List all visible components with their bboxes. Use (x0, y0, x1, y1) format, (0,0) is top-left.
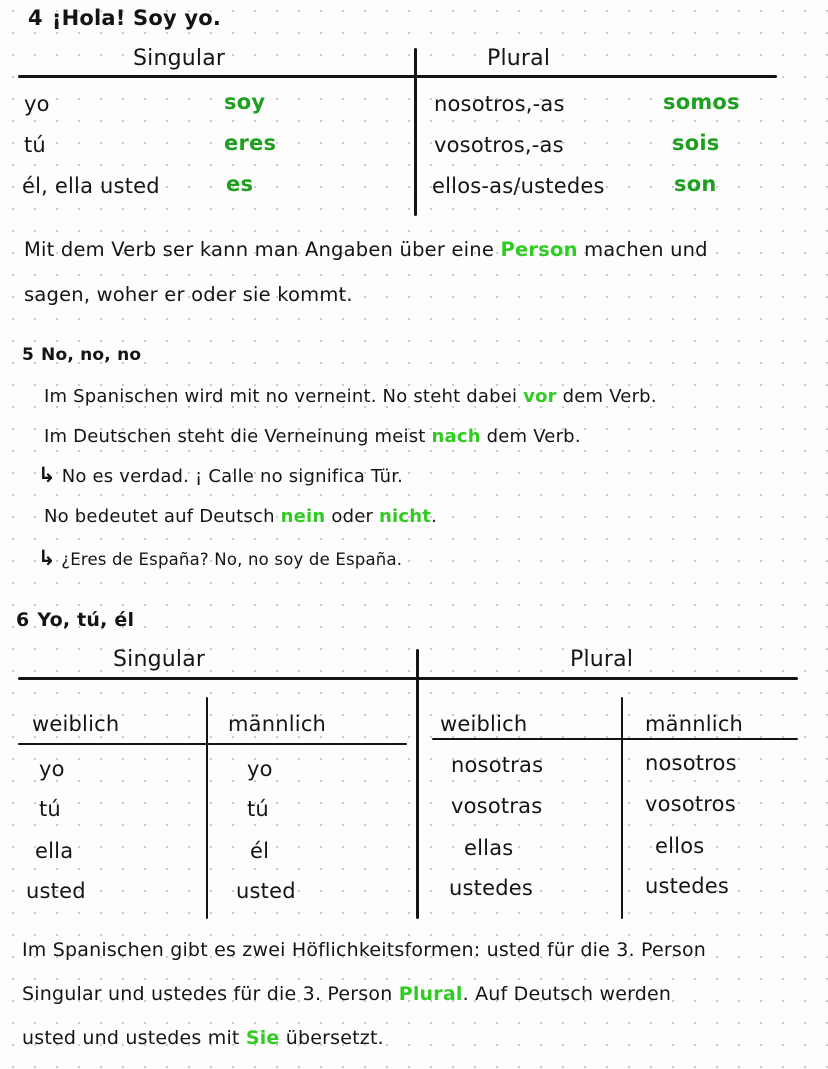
s5-ex2-text: ¿Eres de España? No, no soy de España. (61, 550, 403, 569)
table2-row3-sg-m: él (250, 839, 270, 863)
table1-pl-form-3: son (674, 172, 717, 196)
section-5-example-1 (38, 465, 403, 486)
section-6-title: Yo, tú, él (37, 609, 135, 631)
table2-header-singular: Singular (113, 647, 206, 672)
s6-l3-b: übersetzt. (279, 1027, 384, 1049)
note4-l1-a: Mit dem Verb ser kann man Angaben über eine (24, 238, 501, 261)
section-6-note-line-1: Im Spanischen gibt es zwei Höflichkeitsformen: usted für die 3. Person (22, 939, 707, 961)
s5-l3-highlight-1: nein (280, 506, 326, 527)
table1-pl-form-2: sois (672, 131, 720, 155)
s5-ex1-text: No es verdad. ¡ Calle no significa Tür. (61, 466, 404, 487)
table2-row4-pl-m: ustedes (645, 874, 729, 898)
table2-subheader-pl-maennlich: männlich (645, 712, 744, 736)
table2-row1-sg-f: yo (39, 757, 65, 781)
s5-l3-highlight-2: nicht (379, 506, 432, 527)
table1-header-plural: Plural (487, 46, 551, 71)
table2-header-plural: Plural (570, 647, 634, 672)
section-5-heading (22, 345, 141, 365)
table2-subheader-rule-singular (18, 743, 407, 745)
s5-l3-mid: oder (325, 506, 379, 527)
table1-pl-pronoun-3: ellos-as/ustedes (432, 174, 605, 198)
table1-header-singular: Singular (133, 46, 226, 71)
table1-pl-pronoun-2: vosotros,-as (434, 133, 564, 157)
table1-sg-pronoun-3: él, ella usted (22, 174, 160, 198)
section-4-note-line-2: sagen, woher er oder sie kommt. (24, 283, 353, 306)
table2-subheader-sg-maennlich: männlich (228, 712, 327, 736)
table1-sg-pronoun-1: yo (24, 92, 50, 116)
section-5-number: 5 (22, 345, 35, 365)
s6-l2-highlight: Plural (398, 983, 463, 1005)
table2-row3-pl-m: ellos (655, 834, 705, 858)
table2-row2-pl-m: vosotros (645, 792, 736, 816)
table2-center-divider (416, 649, 419, 919)
section-6-number: 6 (16, 609, 30, 631)
section-4-heading (28, 6, 221, 30)
table1-center-divider (414, 48, 417, 216)
section-5-line-3 (44, 508, 437, 526)
section-6-heading (16, 609, 134, 631)
table2-row2-sg-m: tú (247, 797, 269, 821)
section-6-note-line-2 (22, 985, 671, 1004)
s6-l2-b: . Auf Deutsch werden (462, 983, 672, 1005)
table1-sg-pronoun-2: tú (24, 133, 46, 157)
table2-row1-pl-f: nosotras (451, 753, 544, 777)
table2-row2-pl-f: vosotras (451, 794, 543, 818)
table2-row4-sg-m: usted (236, 879, 296, 903)
table1-sg-form-1: soy (224, 90, 266, 114)
s5-l1-a: Im Spanischen wird mit no verneint. No steht dabei (44, 386, 524, 407)
table2-row4-sg-f: usted (26, 879, 86, 903)
down-right-arrow-icon: ↳ (38, 463, 56, 487)
down-right-arrow-icon-2: ↳ (38, 546, 56, 570)
section-4-number: 4 (28, 6, 43, 30)
table2-row2-sg-f: tú (39, 797, 61, 821)
s5-l2-a: Im Deutschen steht die Verneinung meist (44, 426, 432, 447)
section-5-title: No, no, no (41, 345, 142, 365)
table2-subheader-sg-weiblich: weiblich (32, 712, 120, 736)
s5-l3-a: No bedeutet auf Deutsch (44, 506, 281, 527)
section-4-title: ¡Hola! Soy yo. (51, 6, 222, 30)
s6-l2-a: Singular und ustedes für die 3. Person (22, 983, 399, 1005)
section-6-note-line-3 (22, 1029, 384, 1048)
table2-subheader-rule-plural (432, 738, 798, 740)
section-5-example-2 (38, 548, 402, 569)
table2-singular-inner-divider (206, 697, 208, 919)
s5-l3-b: . (431, 506, 437, 527)
note4-l1-b: machen und (577, 238, 708, 261)
note4-l1-highlight: Person (500, 238, 578, 261)
table2-row1-sg-m: yo (247, 757, 273, 781)
s5-l1-b: dem Verb. (556, 386, 657, 407)
section-5-line-2 (44, 428, 581, 446)
table2-top-rule (18, 677, 798, 680)
section-4-note-line-1 (24, 240, 708, 260)
table2-row3-sg-f: ella (35, 839, 74, 863)
table2-plural-inner-divider (621, 697, 623, 919)
s6-l3-highlight: Sie (245, 1027, 280, 1049)
s5-l2-highlight: nach (431, 426, 481, 447)
table2-row1-pl-m: nosotros (645, 751, 737, 775)
s5-l1-highlight: vor (523, 386, 557, 407)
s5-l2-b: dem Verb. (480, 426, 581, 447)
s6-l3-a: usted und ustedes mit (22, 1027, 246, 1049)
section-5-line-1 (44, 388, 657, 406)
table1-pl-pronoun-1: nosotros,-as (434, 92, 565, 116)
table1-pl-form-1: somos (663, 90, 740, 114)
table1-top-rule (18, 75, 777, 78)
table2-subheader-pl-weiblich: weiblich (440, 712, 528, 736)
table1-sg-form-2: eres (224, 131, 277, 155)
table1-sg-form-3: es (226, 172, 254, 196)
table2-row4-pl-f: ustedes (449, 876, 533, 900)
table2-row3-pl-f: ellas (464, 836, 514, 860)
